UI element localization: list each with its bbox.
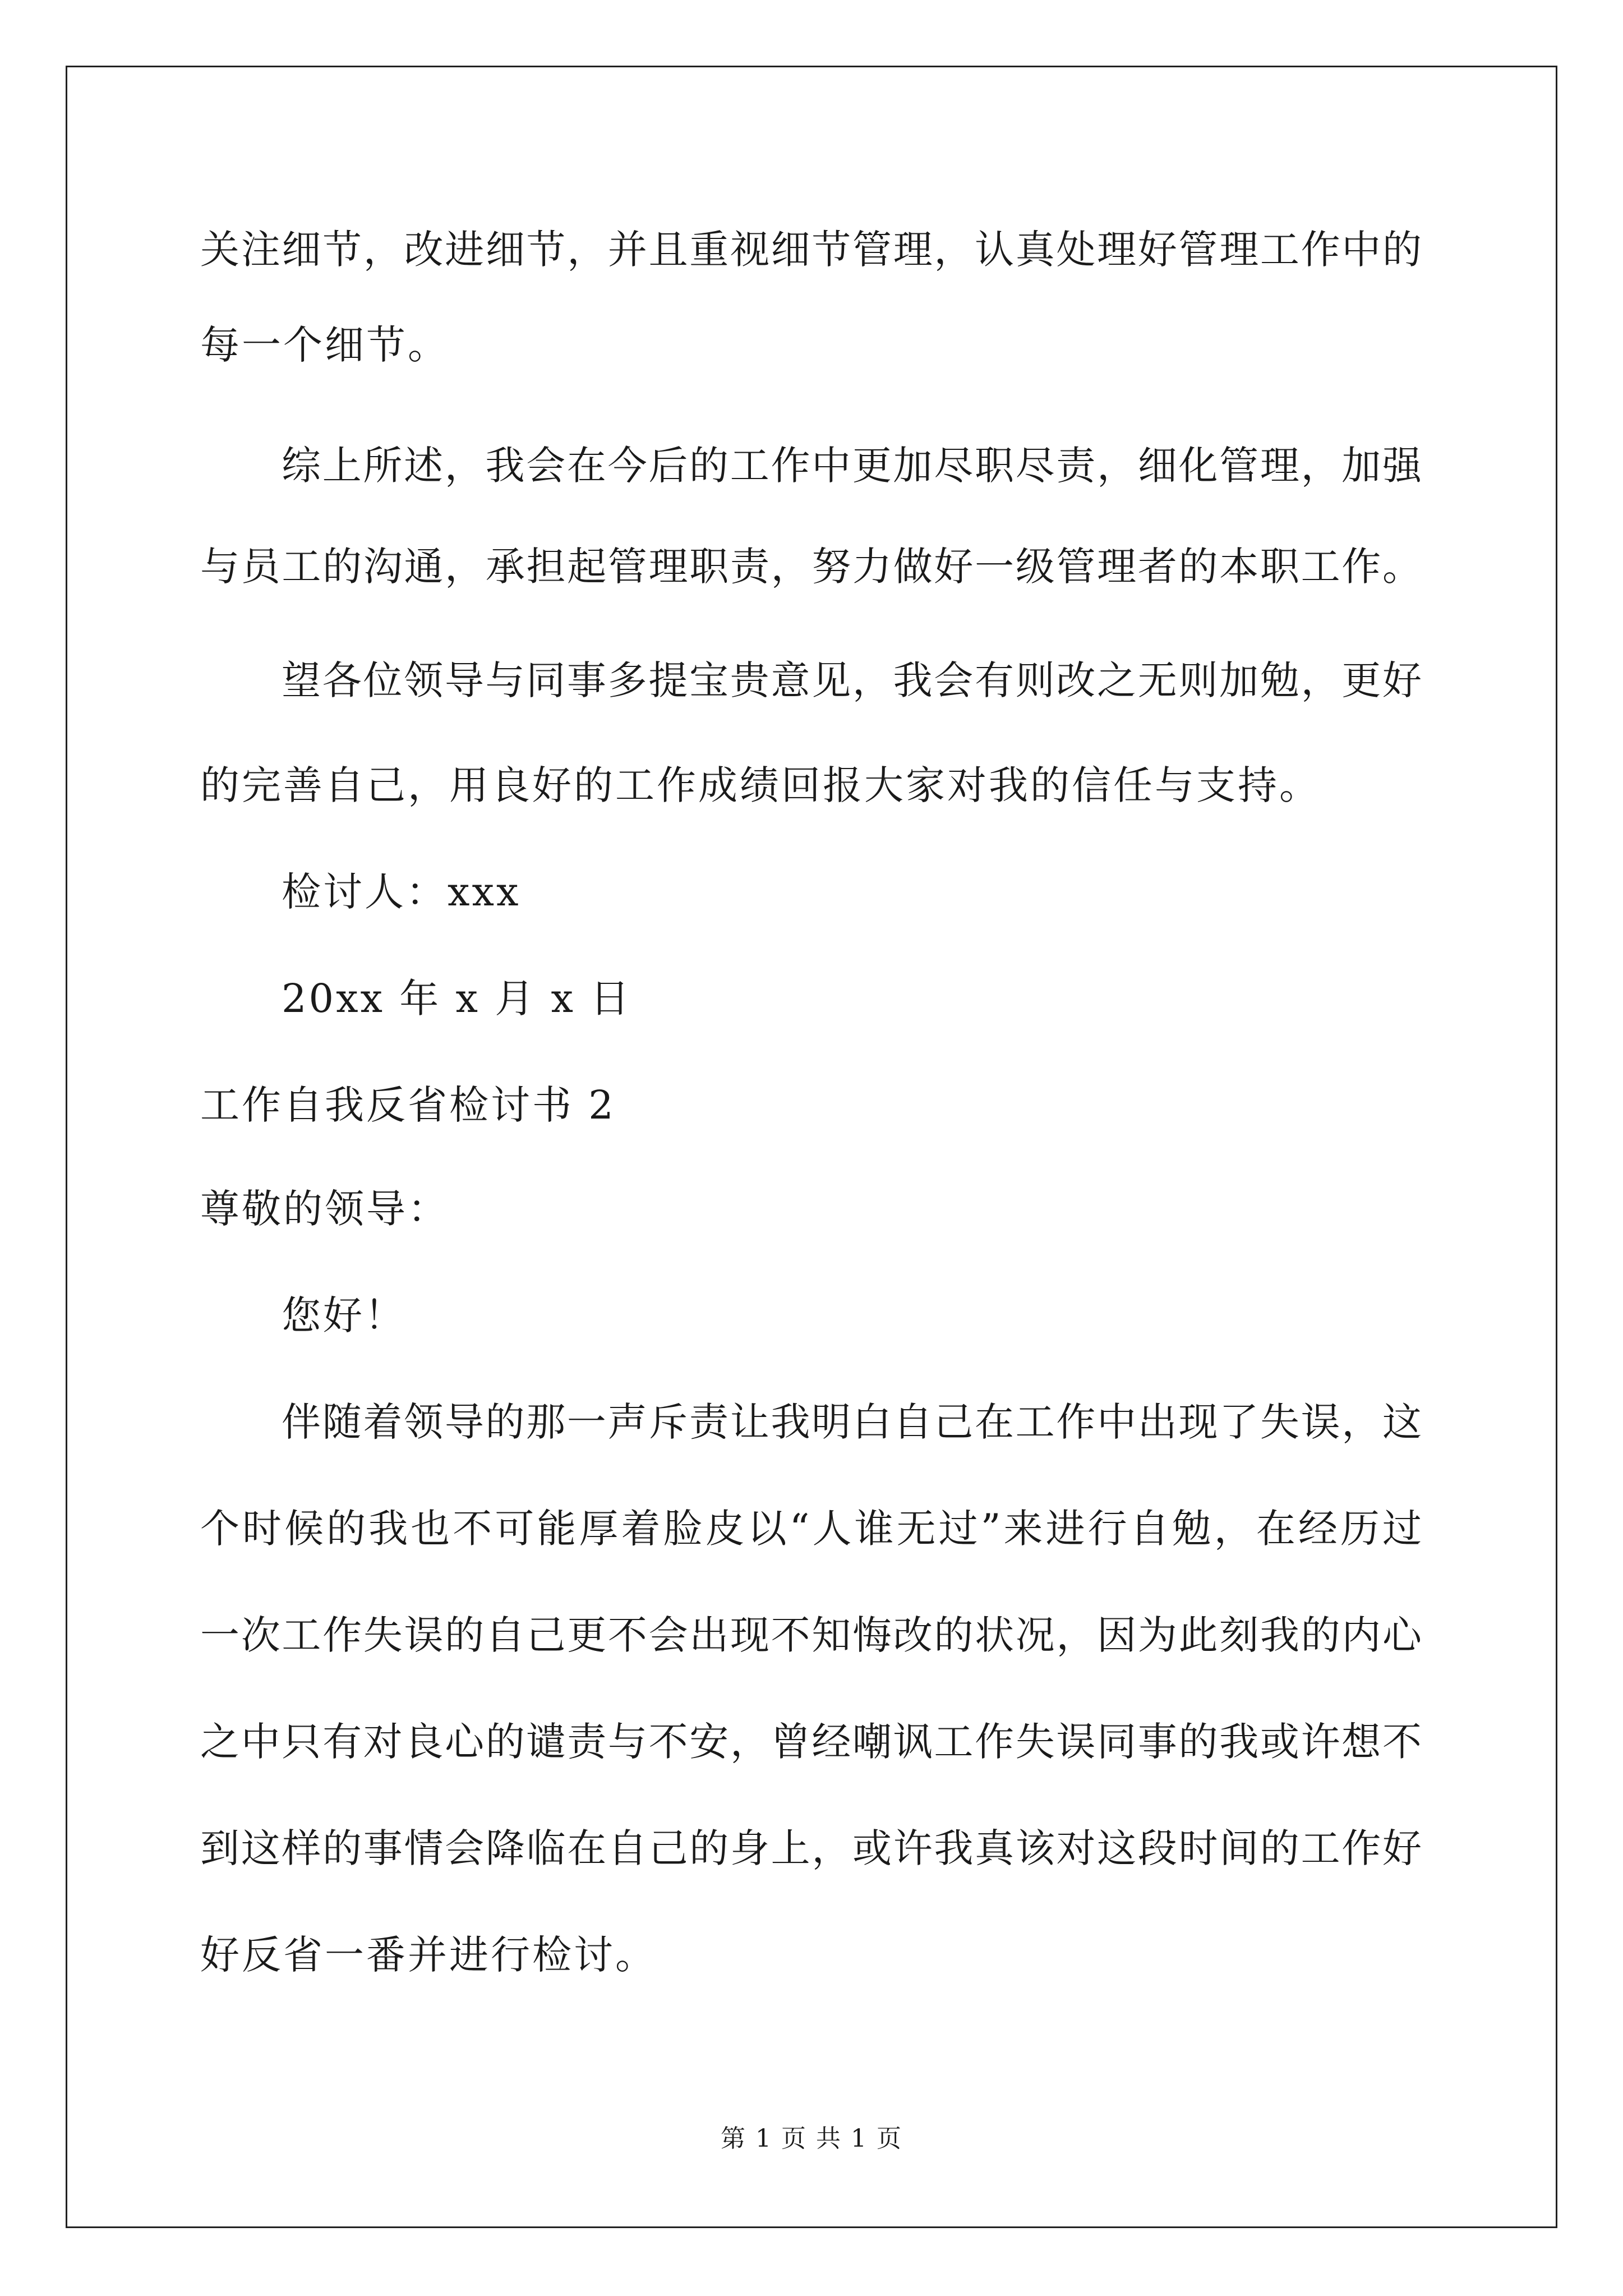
body-line: 每一个细节。 <box>200 322 449 368</box>
signature-line: 检讨人：xxx <box>282 869 521 915</box>
greeting: 您好！ <box>282 1292 406 1338</box>
body-line: 之中只有对良心的谴责与不安，曾经嘲讽工作失误同事的我或许想不 <box>200 1719 1422 1765</box>
body-line: 个时候的我也不可能厚着脸皮以“人谁无过”来进行自勉，在经历过 <box>200 1506 1422 1552</box>
body-line: 到这样的事情会降临在自己的身上，或许我真该对这段时间的工作好 <box>200 1825 1422 1871</box>
date-line: 20xx 年 x 月 x 日 <box>282 976 632 1022</box>
section-title: 工作自我反省检讨书 2 <box>200 1082 616 1128</box>
page-footer: 第 1 页 共 1 页 <box>721 2124 902 2153</box>
body-line: 关注细节，改进细节，并且重视细节管理，认真处理好管理工作中的 <box>200 227 1422 273</box>
body-line: 一次工作失误的自己更不会出现不知悔改的状况，因为此刻我的内心 <box>200 1612 1422 1658</box>
paragraph-first-line: 望各位领导与同事多提宝贵意见，我会有则改之无则加勉，更好 <box>282 657 1422 703</box>
body-line: 好反省一番并进行检讨。 <box>200 1932 657 1978</box>
salutation: 尊敬的领导： <box>200 1186 449 1232</box>
paragraph-first-line: 伴随着领导的那一声斥责让我明白自己在工作中出现了失误，这 <box>282 1399 1422 1445</box>
body-line: 与员工的沟通，承担起管理职责，努力做好一级管理者的本职工作。 <box>200 544 1422 590</box>
paragraph-first-line: 综上所述，我会在今后的工作中更加尽职尽责，细化管理，加强 <box>282 443 1422 489</box>
body-line: 的完善自己，用良好的工作成绩回报大家对我的信任与支持。 <box>200 762 1321 808</box>
page-frame <box>66 66 1557 2228</box>
